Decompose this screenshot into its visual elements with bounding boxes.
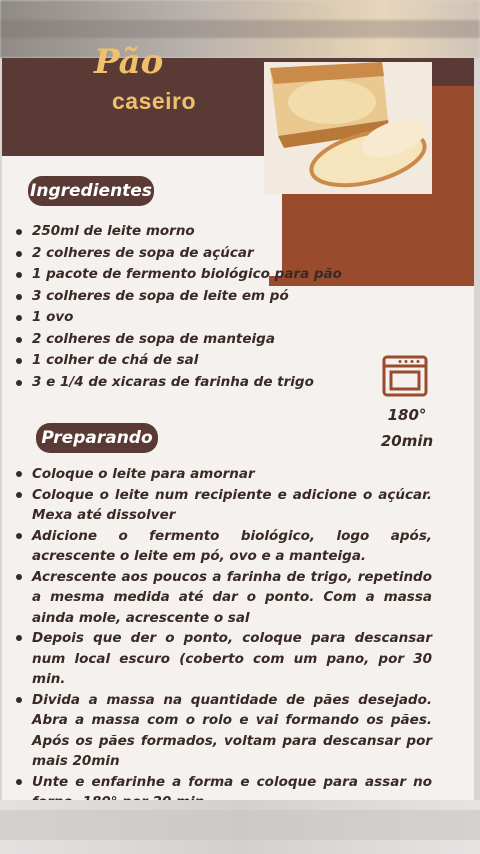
recipe-card (2, 42, 474, 800)
bread-image-icon (264, 62, 432, 194)
ingredients-list (32, 221, 392, 393)
list-item: 250ml de leite morno (32, 221, 392, 243)
list-item: 1 ovo (32, 307, 392, 329)
preparation-heading: Preparando (36, 423, 158, 453)
preparation-steps-list (32, 464, 432, 854)
list-item: 1 colher de chá de sal (32, 350, 392, 372)
list-item: 2 colheres de sopa de açúcar (32, 243, 392, 265)
list-item: Coloque o leite num recipiente e adicione o açúcar. Mexa até dissolver (32, 485, 432, 526)
blurred-band (0, 810, 480, 840)
list-item: 3 colheres de sopa de leite em pó (32, 286, 392, 308)
blurred-band (0, 20, 480, 38)
blurred-background-top (0, 0, 480, 58)
list-item: Acrescente aos poucos a farinha de trigo, repetindo a mesma medida até dar o ponto. Com a massa ainda mole, acrescente o sal (32, 567, 432, 629)
oven-time: 20min (380, 432, 434, 450)
list-item: Adicione o fermento biológico, logo após, acrescente o leite em pó, ovo e a manteiga. (32, 526, 432, 567)
list-item: Unte e enfarinhe a forma e coloque para assar no (32, 772, 432, 813)
oven-temperature: 180° (387, 406, 427, 424)
oven-icon (382, 355, 428, 397)
ingredients-heading: Ingredientes (28, 176, 154, 206)
page-title: caseiro (112, 88, 197, 114)
list-item: 3 e 1/4 de xicaras de farinha de trigo (32, 372, 392, 394)
bread-photo (264, 62, 432, 194)
blurred-background-bottom (0, 800, 480, 854)
list-item: 2 colheres de sopa de manteiga (32, 329, 392, 351)
list-item: Depois que der o ponto, coloque para descansar num local escuro (coberto com um pano, por 30 min. (32, 628, 432, 690)
list-item: 1 pacote de fermento biológico para pão (32, 264, 392, 286)
title-script: Pão (94, 42, 164, 82)
list-item: Coloque o leite para amornar (32, 464, 432, 485)
list-item: Divida a massa na quantidade de pães desejado. Abra a massa com o rolo e vai formando os pães. Após os pães formados, voltam para descansar por mais 20min (32, 690, 432, 772)
